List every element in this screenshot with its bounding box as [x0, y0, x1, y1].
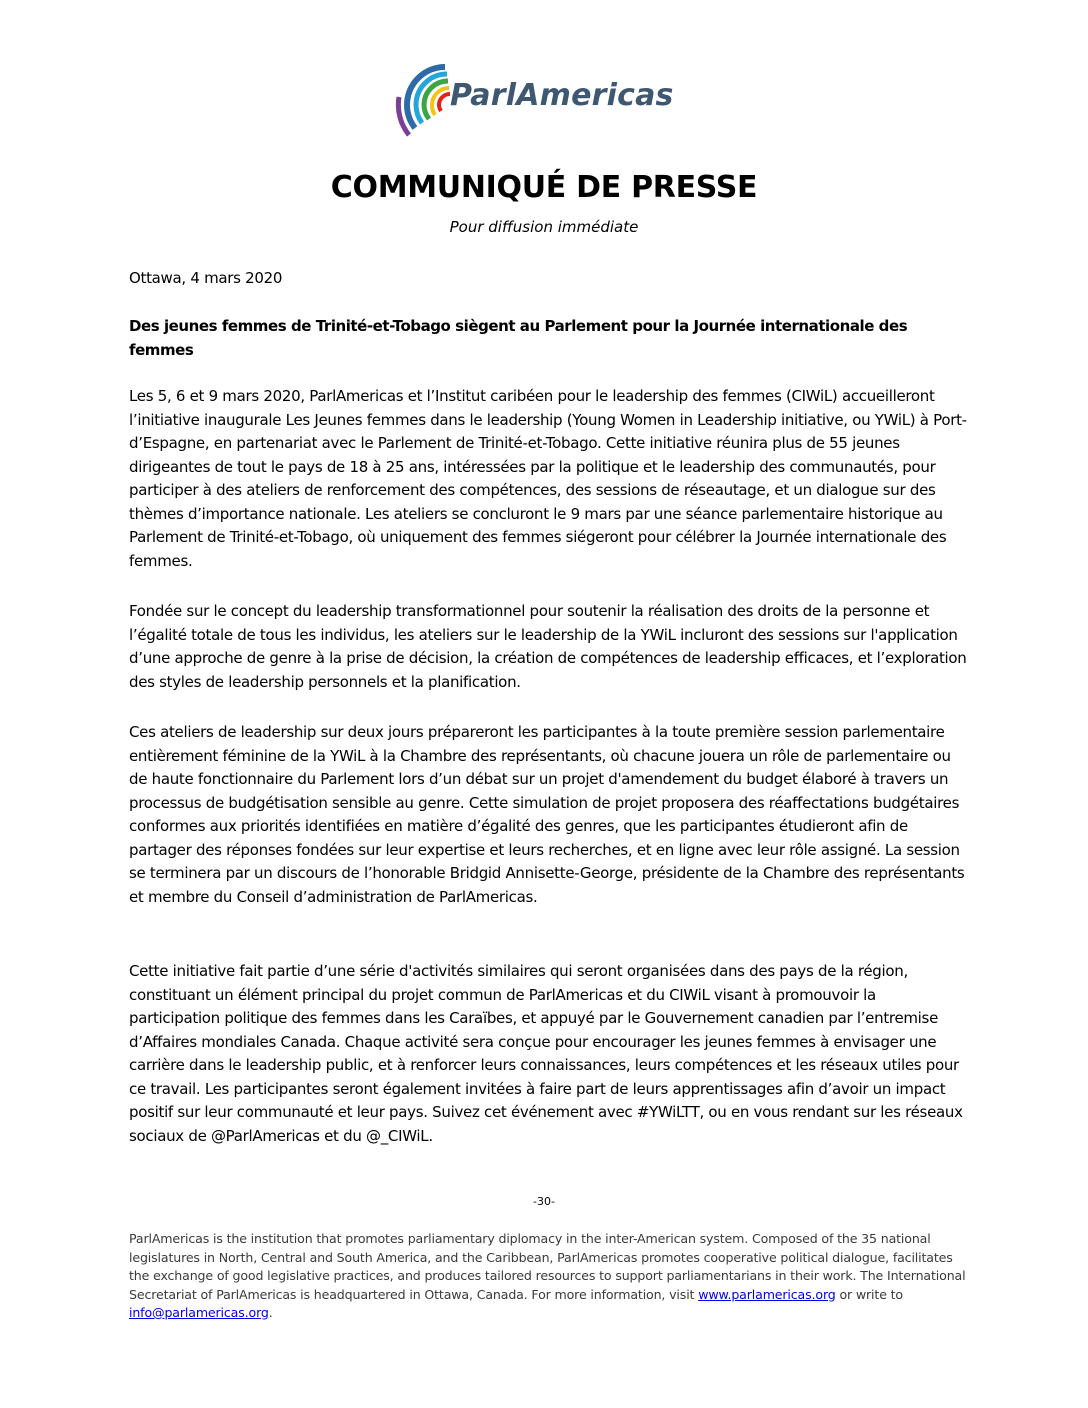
body-paragraph: Les 5, 6 et 9 mars 2020, ParlAmericas et l’Institut caribéen pour le leadership des femmes (CIWiL) accueilleront l’initiative inaugurale Les Jeunes femmes dans le leadership (Young Women in Leadership initiative, ou YWiL) à Port-d’Espagne, en partenariat avec le Parlement de Trinité-et-Tobago. Cette initiative réunira plus de 55 jeunes dirigeantes de tout le pays de 18 à 25 ans, intéressées par la politique et le leadership des communautés, pour participer à des ateliers de renforcement des compétences, des sessions de réseautage, et un dialogue sur des thèmes d’importance nationale. Les ateliers se concluront le 9 mars par une séance parlementaire historique au Parlement de Trinité-et-Tobago, où uniquement des femmes siégeront pour célébrer la Journée internationale des femmes.: [129, 387, 967, 570]
body-paragraph: Fondée sur le concept du leadership transformationnel pour soutenir la réalisation des droits de la personne et l’égalité totale de tous les individus, les ateliers sur le leadership de la YWiL incluront des sessions sur l'application d’une approche de genre à la prise de décision, la création de compétences de leadership efficaces, et l’exploration des styles de leadership personnels et la planification.: [129, 602, 967, 691]
dateline: Ottawa, 4 mars 2020: [129, 269, 283, 287]
body-paragraph: Ces ateliers de leadership sur deux jours prépareront les participantes à la toute première session parlementaire entièrement féminine de la YWiL à la Chambre des représentants, où chacune jouera un rôle de parlementaire ou de haute fonctionnaire du Parlement lors d’un débat sur un projet d'amendement du budget élaboré à travers un processus de budgétisation sensible au genre. Cette simulation de projet proposera des réaffectations budgétaires conformes aux priorités identifiées en matière d’égalité des genres, que les participantes étudieront afin de partager des réponses fondées sur leur expertise et leurs recherches, et en ligne avec leur rôle assigné. La session se terminera par un discours de l’honorable Bridgid Annisette-George, présidente de la Chambre des représentants et membre du Conseil d’administration de ParlAmericas.: [129, 723, 965, 906]
website-link[interactable]: www.parlamericas.org: [698, 1286, 836, 1302]
document-title: COMMUNIQUÉ DE PRESSE: [330, 170, 758, 205]
headline: Des jeunes femmes de Trinité-et-Tobago siègent au Parlement pour la Journée internationale des femmes: [129, 317, 908, 359]
arcs-logo-icon: [385, 55, 455, 147]
email-link[interactable]: info@parlamericas.org: [129, 1305, 269, 1320]
document-subtitle: Pour diffusion immédiate: [449, 218, 639, 236]
logo-wordmark: ParlAmericas: [450, 78, 674, 113]
body-paragraph: Cette initiative fait partie d’une série d'activités similaires qui seront organisées dans des pays de la région, constituant un élément principal du projet commun de ParlAmericas et du CIWiL visant à promouvoir la participation politique des femmes dans les Caraïbes, et appuyé par le Gouvernement canadien par l’entremise d’Affaires mondiales Canada. Chaque activité sera conçue pour encourager les jeunes femmes à envisager une carrière dans le leadership public, et à renforcer leurs connaissances, leurs compétences et les réseaux utiles pour ce travail. Les participantes seront également invitées à faire part de leurs apprentissages afin d’avoir un impact positif sur leur communauté et leur pays. Suivez cet événement avec #YWiLTT, ou en vous rendant sur les réseaux sociaux de @ParlAmericas et du @_CIWiL.: [129, 962, 963, 1145]
footer-text: .: [268, 1305, 273, 1320]
end-marker: -30-: [533, 1195, 555, 1208]
boilerplate-footer: [129, 1230, 969, 1323]
footer-text: ParlAmericas is the institution that promotes parliamentary diplomacy in the inter-American system. Composed of the 35 national legislatures in North, Central and South America, and the Caribbean, ParlAmericas promotes cooperative political dialogue, facilitates the exchange of good legislative practices, and produces tailored resources to support parliamentarians in their work. The International Secretariat of ParlAmericas is headquartered in Ottawa, Canada. For more information, visit: [129, 1231, 966, 1302]
parlamericas-logo: [385, 55, 705, 147]
footer-text: or write to: [835, 1286, 903, 1302]
